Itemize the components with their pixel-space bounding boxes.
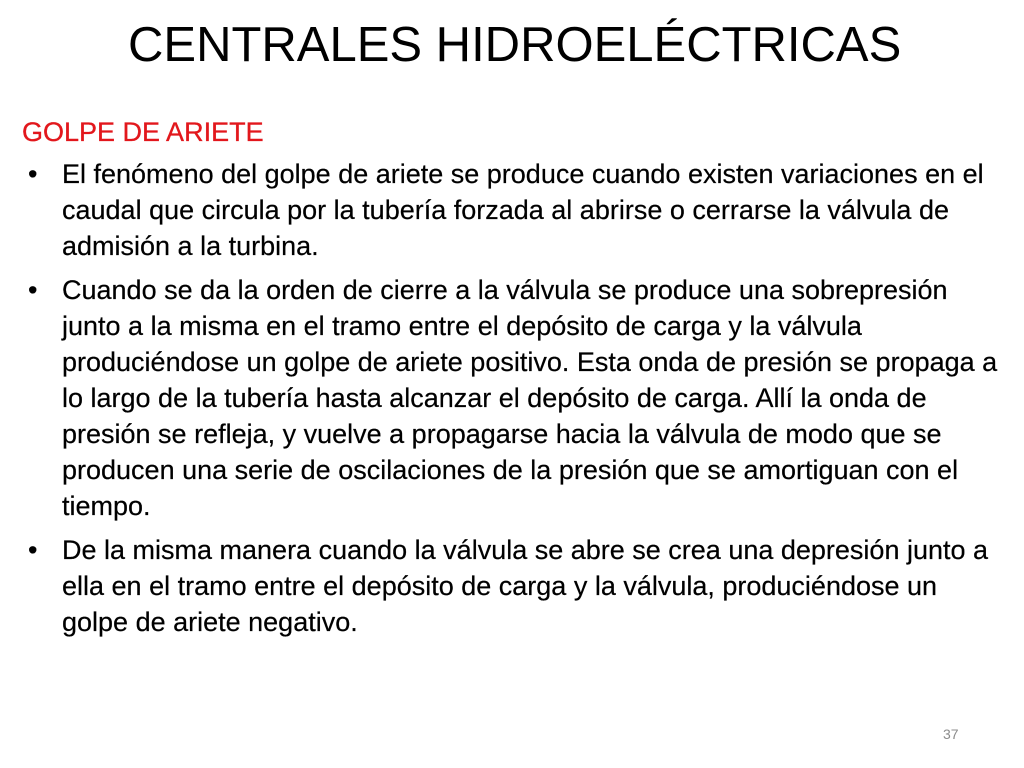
slide-content: [22, 114, 1007, 648]
bullet-text: Cuando se da la orden de cierre a la válvula se produce una sobrepresión junto a la misma en el tramo entre el depósito de carga y la válvula produciéndose un golpe de ariete positivo. Esta onda de presión se propaga a lo largo de la tubería hasta alcanzar el depósito de carga. Allí la onda de presión se refleja, y vuelve a propagarse hacia la válvula de modo que se producen una serie de oscilaciones de la presión que se amortiguan con el tiempo.: [62, 275, 998, 521]
bullet-dot-icon: •: [28, 275, 38, 305]
bullet-item: [22, 156, 1007, 264]
section-subtitle: GOLPE DE ARIETE: [22, 117, 264, 147]
bullet-dot-icon: •: [28, 535, 38, 565]
slide-title: CENTRALES HIDROELÉCTRICAS: [128, 18, 902, 72]
bullet-dot-icon: •: [28, 159, 38, 189]
bullet-text: El fenómeno del golpe de ariete se produce cuando existen variaciones en el caudal que circula por la tubería forzada al abrirse o cerrarse la válvula de admisión a la turbina.: [62, 159, 984, 261]
bullet-text: De la misma manera cuando la válvula se abre se crea una depresión junto a ella en el tramo entre el depósito de carga y la válvula, produciéndose un golpe de ariete negativo.: [62, 535, 989, 637]
bullet-item: [22, 272, 1007, 524]
bullet-list: [22, 156, 1007, 640]
bullet-item: [22, 532, 1007, 640]
page-number: 37: [943, 726, 959, 742]
